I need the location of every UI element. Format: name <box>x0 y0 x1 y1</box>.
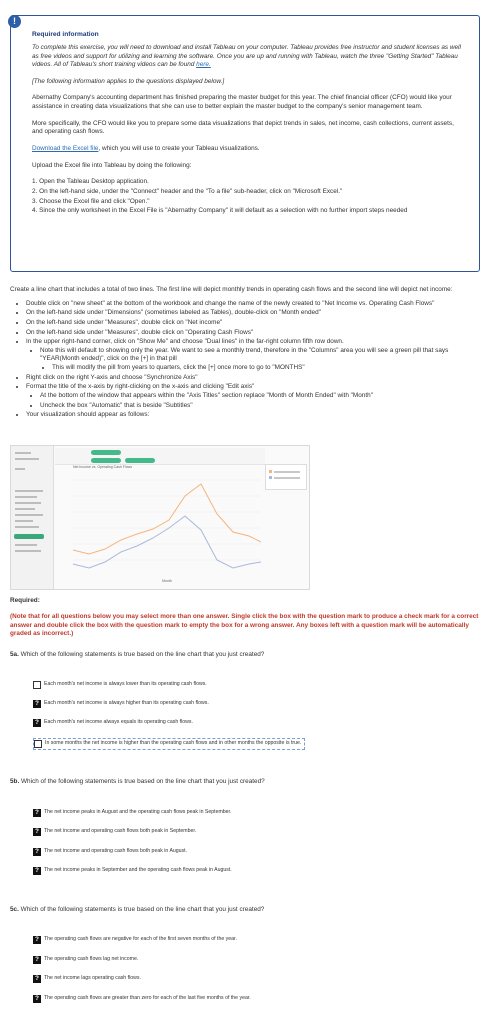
question-text: Which of the following statements is true based on the line chart that you just created? <box>18 906 265 913</box>
tableau-legend <box>265 464 307 490</box>
intro-text: To complete this exercise, you will need to download and install Tableau on your computer. Tableau provides free instructor and student licenses as well as free videos and support for utilizing and learning the software. Once you are up and running with Tableau, watch the three "Getting Started" Tableau videos. All of Tableau's short training videos can be found <box>32 43 461 69</box>
question-text: Which of the following statements is true based on the line chart that you just created? <box>18 651 265 658</box>
info-title: Required information <box>32 31 99 38</box>
question-number: 5b. <box>10 778 20 785</box>
step-item: 2. On the left-hand side, under the "Connect" header and the "To a file" sub-header, click on "Microsoft Excel." <box>32 187 343 195</box>
answer-text: Each month's net income always equals its operating cash flows. <box>44 719 193 726</box>
instruction-subitem-2: • This will modify the pill from years to quarters, click the [+] once more to go to "MONTHS" <box>52 364 478 373</box>
answer-text: The net income peaks in August and the operating cash flows peak in September. <box>44 809 232 816</box>
question-mark-checkbox[interactable]: ? <box>33 975 41 983</box>
instruction-item: • On the left-hand side under "Dimensions" (sometimes labeled as Tables), double-click on "Month ended" <box>26 309 478 318</box>
instruction-item <box>26 383 478 410</box>
answer-5a-2[interactable] <box>33 699 209 709</box>
required-info-box <box>10 15 480 272</box>
answer-5b-1[interactable] <box>33 808 231 818</box>
instruction-subitem <box>40 347 478 373</box>
question-mark-checkbox[interactable]: ? <box>33 956 41 964</box>
instruction-item <box>26 338 478 373</box>
intro-paragraph <box>32 44 461 70</box>
download-rest: , which you will use to create your Tableau visualizations. <box>98 145 260 153</box>
step-item: 1. Open the Tableau Desktop application. <box>32 178 149 186</box>
instruction-sublist-2 <box>40 364 478 373</box>
question-5b <box>10 778 265 787</box>
answer-5b-2[interactable] <box>33 827 196 837</box>
answer-text: The operating cash flows lag net income. <box>44 956 139 963</box>
instruction-text: Format the title of the x-axis by right-clicking on the x-axis and clicking "Edit axis" <box>26 383 255 391</box>
instruction-subtext: Note this will default to showing only the year. We want to see a monthly trend, therefore in the "Columns" area you will see a green pill that says "YEAR(Month ended)", click on the [+] in that pill <box>40 346 449 363</box>
instruction-item: • On the left-hand side under "Measures", double click on "Operating Cash Flows" <box>26 329 478 338</box>
question-5c <box>10 906 264 915</box>
answer-5a-4[interactable] <box>33 738 305 750</box>
upload-steps <box>32 178 461 216</box>
question-mark-checkbox[interactable]: ? <box>33 719 41 727</box>
instructions-lead: Create a line chart that includes a total of two lines. The first line will depict monthly trends in operating cash flows and the second line will depict net income: <box>10 286 453 293</box>
answer-text: The net income lags operating cash flows. <box>44 975 141 982</box>
answer-5c-2[interactable] <box>33 955 138 965</box>
tableau-screenshot <box>10 445 310 590</box>
question-text: Which of the following statements is true based on the line chart that you just created? <box>19 778 265 785</box>
question-mark-checkbox[interactable]: ? <box>33 700 41 708</box>
instruction-item: • On the left-hand side under "Measures", double click on "Net income" <box>26 319 478 328</box>
answer-text: Each month's net income is always lower than its operating cash flows. <box>44 681 207 688</box>
step-item: 3. Choose the Excel file and click "Open." <box>32 197 150 205</box>
upload-heading: Upload the Excel file into Tableau by doing the following: <box>32 161 192 169</box>
paragraph-budget: Abernathy Company's accounting department has finished preparing the master budget for this year. The chief financial officer (CFO) would like your assistance in creating data visualizations that she can use to better explain the master budget to the company's senior management team. <box>32 94 452 111</box>
answer-5b-3[interactable] <box>33 847 187 857</box>
required-label: Required: <box>10 597 40 604</box>
instruction-subitem: • At the bottom of the window that appears within the "Axis Titles" section replace "Month of Month Ended" with "Month" <box>40 392 478 401</box>
rows-shelf <box>55 456 265 465</box>
instruction-item: • Your visualization should appear as follows: <box>26 411 478 420</box>
answer-text: The net income and operating cash flows both peak in September. <box>44 828 197 835</box>
net-income-line <box>73 484 261 554</box>
line-chart-svg <box>61 472 271 586</box>
grading-note: (Note that for all questions below you may select more than one answer. Single click the box with the question mark to produce a check mark for a correct answer and double click the box with the question mark to empty the box for a wrong answer. Any boxes left with a question mark will be automatically graded as incorrect.) <box>10 613 479 638</box>
answer-text: Each month's net income is always higher than its operating cash flows. <box>44 700 209 707</box>
answer-5c-1[interactable] <box>33 935 237 945</box>
answer-5c-4[interactable] <box>33 994 251 1004</box>
paragraph-specifics: More specifically, the CFO would like you to prepare some data visualizations that depict trends in sales, net income, cash collections, current assets, and operating cash flows. <box>32 119 454 136</box>
instruction-item: • Double click on "new sheet" at the bottom of the workbook and change the name of the newly created to "Net Income vs. Operating Cash Flows" <box>26 300 478 309</box>
instruction-sublist <box>26 392 478 410</box>
download-excel-link[interactable]: Download the Excel file <box>32 145 99 153</box>
answer-5b-4[interactable] <box>33 866 232 876</box>
answer-text: The net income and operating cash flows both peak in August. <box>44 848 188 855</box>
instruction-list <box>10 300 478 420</box>
tableau-line-chart <box>61 472 271 586</box>
step-item: 4. Since the only worksheet in the Excel File is "Abernathy Company" it will default as a selection with no further import steps needed <box>32 207 408 215</box>
instruction-item: • Right click on the right Y-axis and choose "Synchronize Axis" <box>26 374 478 383</box>
question-number: 5a. <box>10 651 19 658</box>
question-mark-checkbox[interactable]: ? <box>33 828 41 836</box>
download-line <box>32 145 461 154</box>
question-mark-checkbox[interactable]: ? <box>33 809 41 817</box>
question-number: 5c. <box>10 906 19 913</box>
question-5a <box>10 651 264 660</box>
answer-5a-1[interactable] <box>33 680 207 690</box>
chart-instructions <box>10 286 478 421</box>
answer-text: The operating cash flows are negative for each of the first seven months of the year. <box>44 936 237 943</box>
answer-text: In some months the net income is higher than the operating cash flows and in other months the opposite is true. <box>45 740 302 747</box>
answer-text: The net income peaks in September and the operating cash flows peak in August. <box>44 867 232 874</box>
question-mark-checkbox[interactable]: ? <box>33 995 41 1003</box>
question-mark-checkbox[interactable]: ? <box>33 936 41 944</box>
answer-text: The operating cash flows are greater than zero for each of the last five months of the year. <box>44 995 251 1002</box>
question-mark-checkbox[interactable]: ? <box>33 867 41 875</box>
instruction-sublist <box>26 347 478 373</box>
applies-note: [The following information applies to the questions displayed below.] <box>32 77 225 85</box>
alert-icon: ! <box>8 15 21 28</box>
tableau-sheet-title: Net Income vs. Operating Cash Flows <box>73 465 132 469</box>
answer-5c-3[interactable] <box>33 974 141 984</box>
instruction-subitem: • Uncheck the box "Automatic" that is beside "Subtitles" <box>40 402 478 411</box>
chart-x-axis-title: Month <box>162 579 172 583</box>
videos-link[interactable]: here. <box>196 61 211 69</box>
instruction-text: In the upper right-hand corner, click on "Show Me" and choose "Dual lines" in the far-right column fifth row down. <box>26 338 344 346</box>
tableau-data-pane <box>11 446 54 589</box>
question-mark-checkbox[interactable]: ? <box>33 848 41 856</box>
empty-checkbox[interactable] <box>33 681 41 689</box>
answer-5a-3[interactable] <box>33 718 193 728</box>
empty-checkbox[interactable] <box>34 740 42 748</box>
